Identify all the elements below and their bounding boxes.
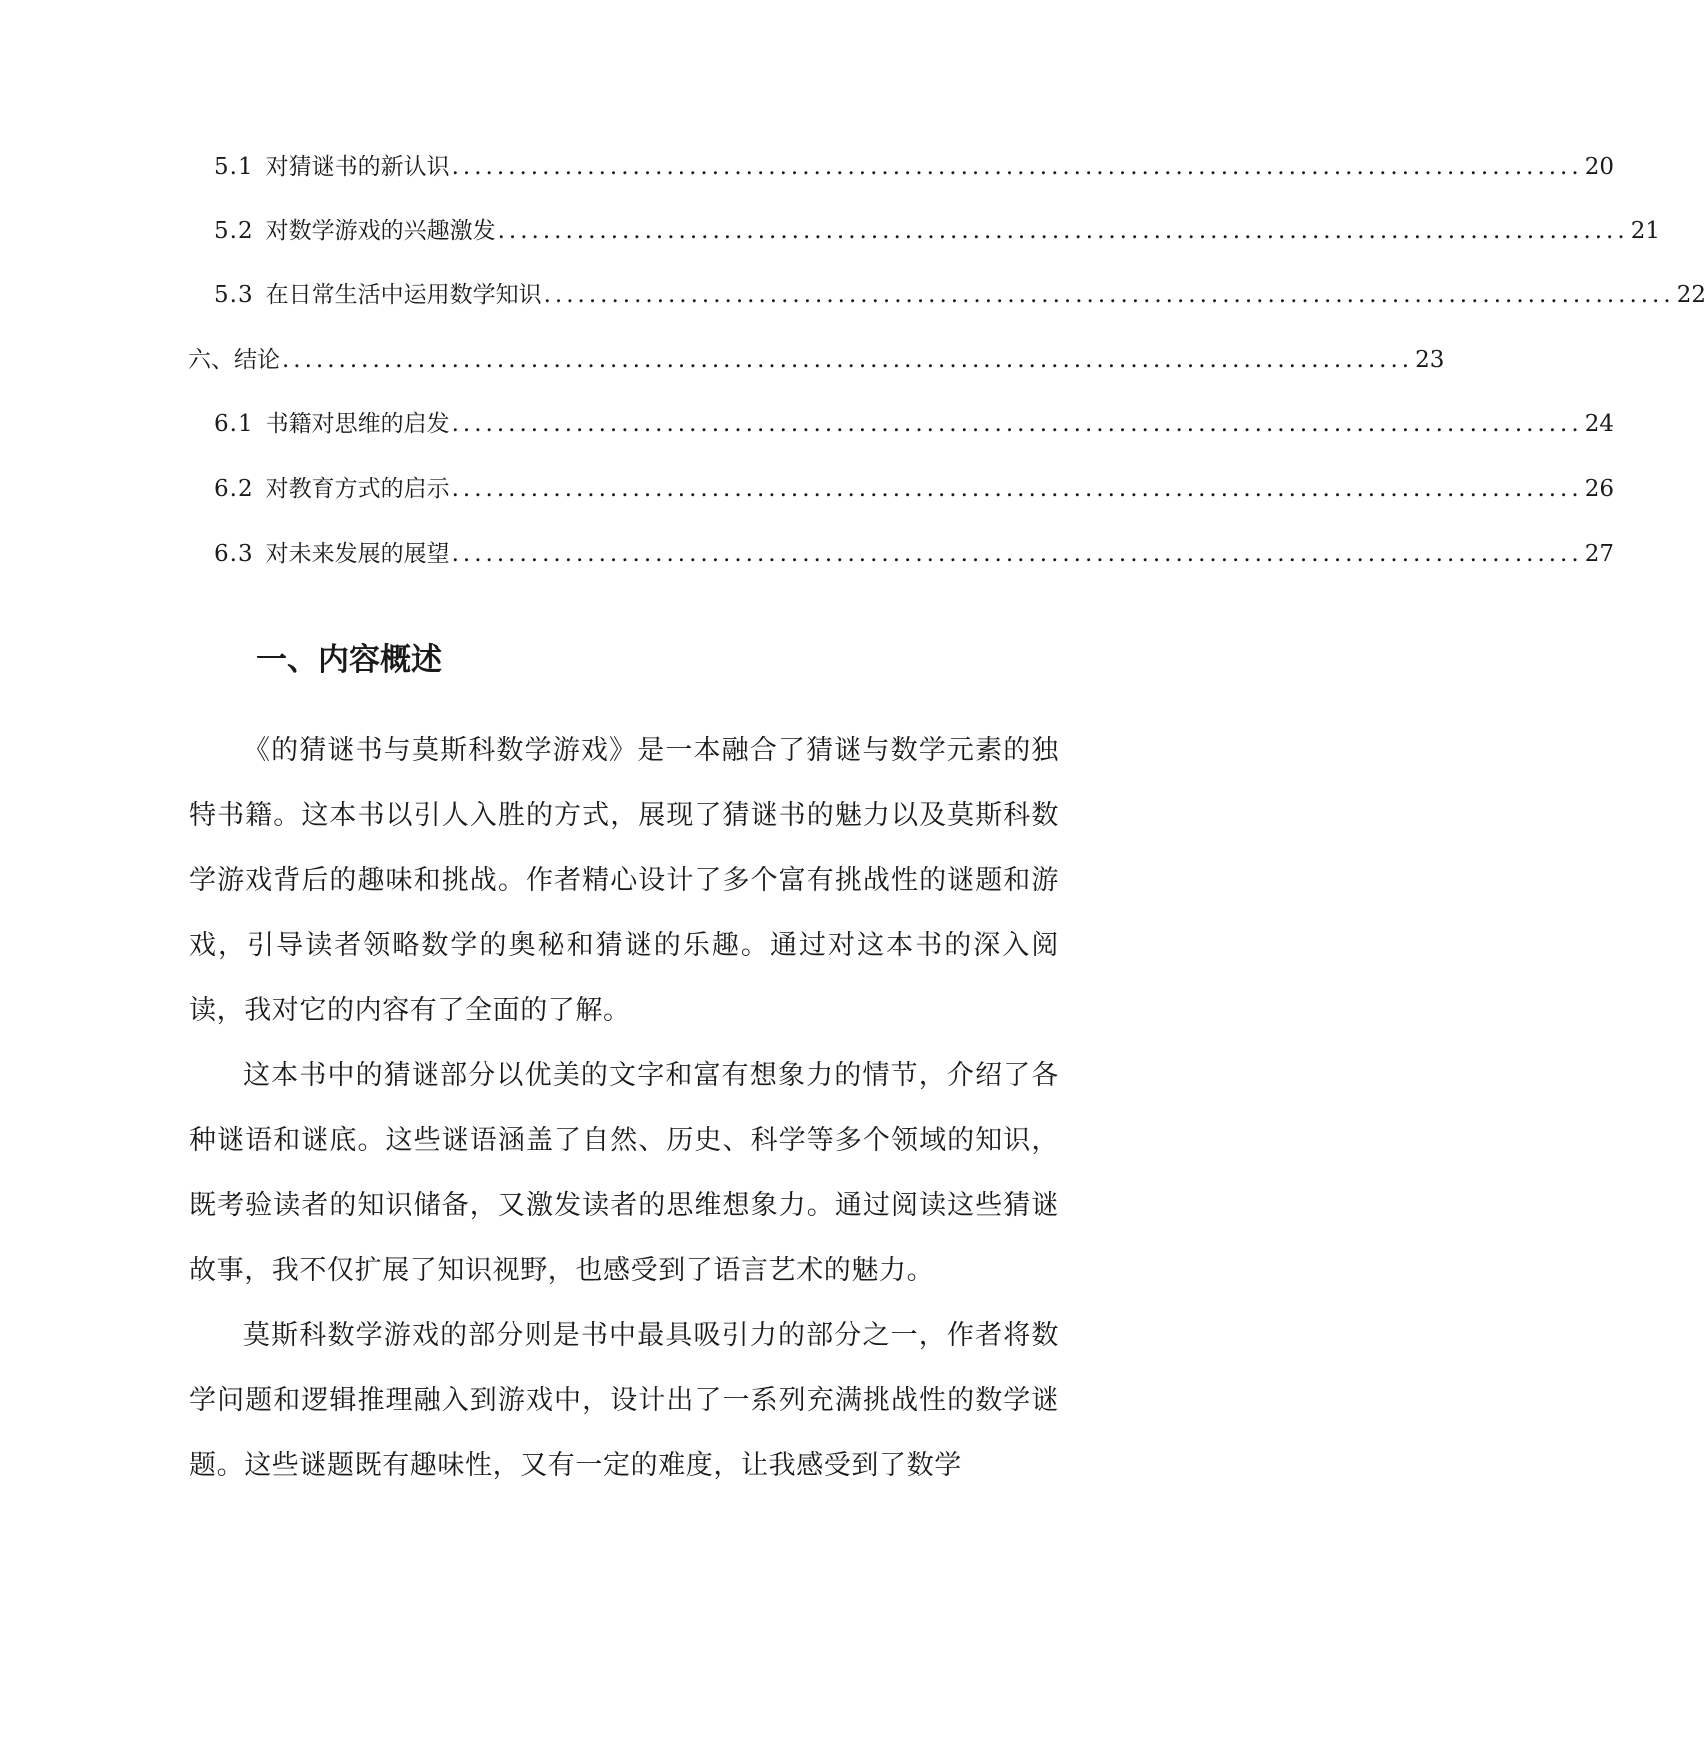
toc-leader-dots: .................................................................................................... [451,154,1583,180]
toc-label: 对教育方式的启示 [265,476,450,502]
toc-page-number: 27 [1584,541,1614,567]
toc-entry-6-3[interactable] [214,534,1614,574]
toc-label: 对数学游戏的兴趣激发 [265,218,496,244]
toc-page-number: 22 [1676,282,1706,308]
toc-label: 六、结论 [188,347,280,373]
toc-leader-dots: .................................................................................................... [451,541,1583,567]
toc-label: 对猜谜书的新认识 [265,154,450,180]
toc-page-number: 21 [1630,218,1660,244]
toc-page-number: 20 [1584,154,1614,180]
toc-number: 5.1 [214,154,254,180]
toc-page-number: 26 [1584,476,1614,502]
toc-label: 在日常生活中运用数学知识 [265,282,542,308]
toc-number: 6.1 [214,411,254,437]
body-paragraph: 莫斯科数学游戏的部分则是书中最具吸引力的部分之一，作者将数学问题和逻辑推理融入到游戏中，设计出了一系列充满挑战性的数学谜题。这些谜题既有趣味性，又有一定的难度，让我感受到了数学 [189,1320,1059,1481]
toc-label: 对未来发展的展望 [265,541,450,567]
body-paragraph: 这本书中的猜谜部分以优美的文字和富有想象力的情节，介绍了各种谜语和谜底。这些谜语涵盖了自然、历史、科学等多个领域的知识，既考验读者的知识储备，又激发读者的思维想象力。通过阅读这些猜谜故事，我不仅扩展了知识视野，也感受到了语言艺术的魅力。 [189,1060,1059,1286]
toc-entry-chapter-6[interactable] [188,340,1445,380]
toc-leader-dots: .................................................................................................... [451,476,1583,502]
section-body [189,718,1059,1498]
toc-entry-5-2[interactable] [214,211,1660,251]
toc-entry-6-2[interactable] [214,469,1614,509]
toc-number: 5.2 [214,218,254,244]
section-heading: 一、内容概述 [256,642,442,678]
toc-number: 6.3 [214,541,254,567]
toc-page-number: 24 [1584,411,1614,437]
toc-entry-5-1[interactable] [214,147,1614,187]
toc-entry-6-1[interactable] [214,404,1614,444]
toc-number: 6.2 [214,476,254,502]
toc-number: 5.3 [214,282,254,308]
toc-leader-dots: .................................................................................................... [282,347,1414,373]
toc-entry-5-3[interactable] [214,275,1706,315]
toc-leader-dots: .................................................................................................... [543,282,1675,308]
toc-leader-dots: .................................................................................................... [451,411,1583,437]
toc-page-number: 23 [1415,347,1445,373]
toc-leader-dots: .................................................................................................... [497,218,1629,244]
body-paragraph: 《的猜谜书与莫斯科数学游戏》是一本融合了猜谜与数学元素的独特书籍。这本书以引人入胜的方式，展现了猜谜书的魅力以及莫斯科数学游戏背后的趣味和挑战。作者精心设计了多个富有挑战性的谜题和游戏，引导读者领略数学的奥秘和猜谜的乐趣。通过对这本书的深入阅读，我对它的内容有了全面的了解。 [189,735,1059,1026]
toc-label: 书籍对思维的启发 [265,411,450,437]
